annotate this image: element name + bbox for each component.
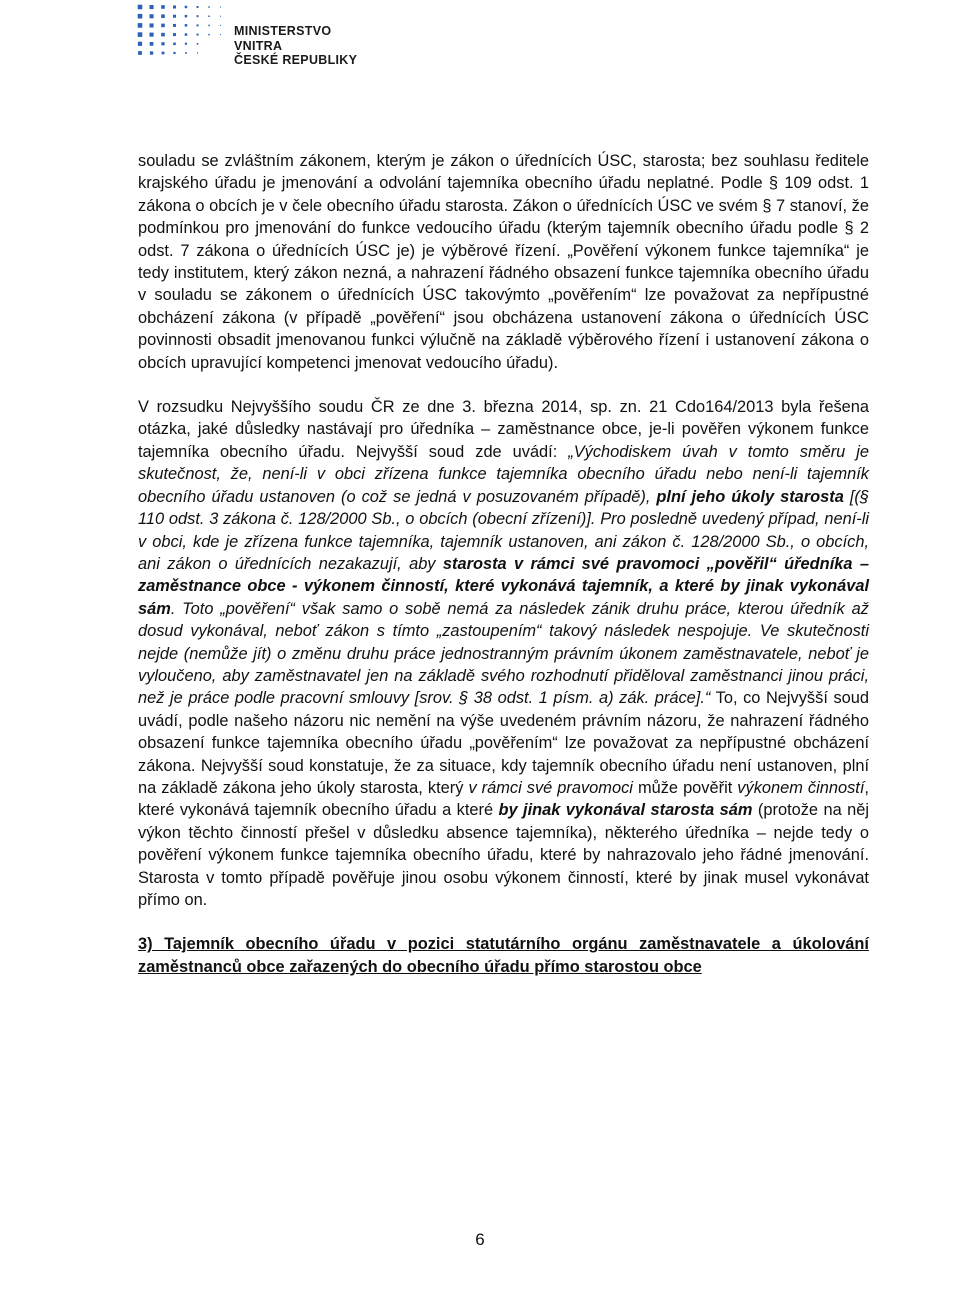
text-run: starosta v rámci své pravomoci „pověřil“ úředníka – zaměstnance obce - výkonem činností, které vykonává tajemník, a které by jinak vykonával sám [138, 554, 869, 618]
logo-dot [208, 6, 210, 8]
logo-dot [161, 5, 165, 9]
text-run: může pověřit [632, 778, 738, 797]
logo-dot [173, 52, 175, 54]
page-number: 6 [475, 1230, 485, 1249]
text-run: by jinak vykonával starosta sám [498, 801, 753, 820]
dot-grid-icon [136, 2, 232, 58]
text-run: (protože na něj výkon těchto činností přešel v důsledku absence tajemníka), některého úředníka – nejde tedy o pověření výkonem funkce tajemníka obecního úřadu, které by nahrazovalo jeho řádné jmenování. Starosta v tomto případě pověřuje jinou osobu výkonem činností, které by jinak musel vykonávat přímo on. [138, 801, 869, 909]
text-run: plní jeho úkoly starosta [656, 487, 844, 506]
logo-dot [150, 42, 154, 46]
logo-dot [208, 34, 210, 36]
logo-dot [185, 43, 187, 45]
logo-dot [150, 33, 154, 37]
logo-dot [185, 15, 188, 18]
ministry-logo [136, 2, 376, 67]
text-run: , které vykonává tajemník obecního úřadu a které [138, 778, 869, 820]
logo-line-2: ČESKÉ REPUBLIKY [234, 53, 358, 67]
text-run: v rámci své pravomoci [468, 778, 633, 797]
logo-dot [197, 24, 199, 26]
logo-dot [138, 5, 143, 10]
logo-dot [150, 5, 154, 9]
logo-dot [220, 16, 221, 17]
logo-dot [161, 42, 164, 45]
document-body [138, 150, 869, 978]
logo-dot [208, 16, 210, 18]
text-run: [(§ 110 odst. 3 zákona č. 128/2000 Sb. [138, 487, 869, 529]
logo-dot [197, 52, 198, 53]
logo-dot [197, 6, 199, 8]
logo-dot [150, 14, 154, 18]
text-run: „Východiskem úvah v tomto směru je skutečnost, že, není-li v obci zřízena funkce tajemníka obecního úřadu nebo není-li tajemník obecního úřadu ustanoven (o což se jedná v posuzovaném případě), [138, 442, 869, 506]
logo-dot [185, 33, 188, 36]
logo-dot [173, 6, 176, 9]
paragraph-1: souladu se zvláštním zákonem, kterým je zákon o úřednících ÚSC, starosta; bez souhlasu ředitele krajského úřadu je jmenování a odvolání tajemníka obecního úřadu neplatné. Podle § 109 odst. 1 zákona o obcích je v čele obecního úřadu starosta. Zákon o úřednících ÚSC ve svém § 7 stanoví, že podmínkou pro jmenování do funkce vedoucího úřadu (kterým tajemník obecního úřadu podle § 2 odst. 7 zákona o úřednících ÚSC je) je výběrové řízení. „Pověření výkonem funkce tajemníka“ je tedy institutem, který zákon nezná, a nahrazení řádného obsazení funkce tajemníka obecního úřadu v souladu se zákonem o úřednících ÚSC takovýmto „pověřením“ lze považovat za nepřípustné obcházení zákona (v případě „pověření“ jsou obcházena ustanovení zákona o úřednících ÚSC povinnosti obsadit jmenovanou funkci výlučně na základě výběrového řízení i ustanovení zákona o obcích upravující kompetenci jmenovat vedoucího úřadu). [138, 152, 869, 372]
logo-line-1: MINISTERSTVO VNITRA [234, 24, 332, 53]
logo-dot [197, 43, 199, 45]
section-heading: 3) Tajemník obecního úřadu v pozici statutárního orgánu zaměstnavatele a úkolování zaměstnanců obce zařazených do obecního úřadu přímo starostou obce [138, 935, 869, 976]
logo-dot [138, 42, 142, 46]
logo-dot [138, 51, 142, 55]
logo-dot [173, 15, 176, 18]
logo-dot [161, 24, 165, 28]
logo-dot [220, 7, 221, 8]
logo-dot [197, 15, 199, 17]
text-run: , o obcích (obecní zřízení)]. Pro posledně uvedený případ, není-li v obci, kde je zřízena funkce tajemníka, tajemník ustanoven, ani zákon č. 128/2000 Sb. [138, 510, 869, 551]
logo-dot [161, 14, 165, 18]
text-run: výkonem činností [737, 778, 865, 797]
logo-text [234, 24, 376, 68]
logo-dot [185, 24, 188, 27]
logo-dot [208, 25, 210, 27]
text-run: To, co Nejvyšší soud uvádí, podle našeho názoru nic nemění na výše uvedeném právním názoru, že nahrazení řádného obsazení funkce tajemníka obecního úřadu „pověřením“ lze považovat za nepřípustné obcházení zákona. Nejvyšší soud konstatuje, že za situace, kdy tajemník obecního úřadu není ustanoven, plní na základě zákona jeho úkoly starosta, který [138, 689, 869, 797]
paragraph-2 [138, 396, 869, 911]
text-run: . Toto „pověření“ však samo o sobě nemá za následek zánik druhu práce, kterou úředník až dosud vykonával, neboť zákon s tímto „zastoupením“ takový následek nespojuje. Ve skutečnosti nejde (nemůže jít) o změnu druhu práce jednostranným právním úkonem zaměstnavatele, neboť je vyloučeno, aby zaměstnavatel jen na základě svého rozhodnutí přiděloval zaměstnanci jinou práci, než je práce podle pracovní smlouvy [srov. § 38 odst. 1 písm. a) zák. práce].“ [138, 599, 869, 708]
text-run: V rozsudku Nejvyššího soudu ČR ze dne 3. března 2014, sp. zn. 21 Cdo164/2013 byla řešena otázka, jaké důsledky nastávají pro úředníka – zaměstnance obce, je-li pověřen výkonem funkce tajemníka obecního úřadu. Nejvyšší soud zde uvádí: [138, 398, 869, 461]
logo-dot [220, 25, 221, 26]
text-run: , o obcích, ani zákon o úřednících nezakazují, aby [138, 532, 869, 573]
logo-dot [185, 6, 188, 9]
logo-dot [197, 34, 199, 36]
logo-dot [161, 33, 165, 37]
logo-dot [185, 52, 187, 54]
logo-dot [173, 33, 176, 36]
logo-dot [150, 51, 153, 54]
logo-dot [138, 14, 143, 19]
logo-dot [162, 52, 165, 55]
logo-dot [138, 32, 143, 37]
logo-dot [173, 43, 176, 46]
logo-dot [220, 34, 221, 35]
logo-dot [138, 23, 143, 28]
logo-dot [150, 23, 154, 27]
logo-dot [173, 24, 176, 27]
